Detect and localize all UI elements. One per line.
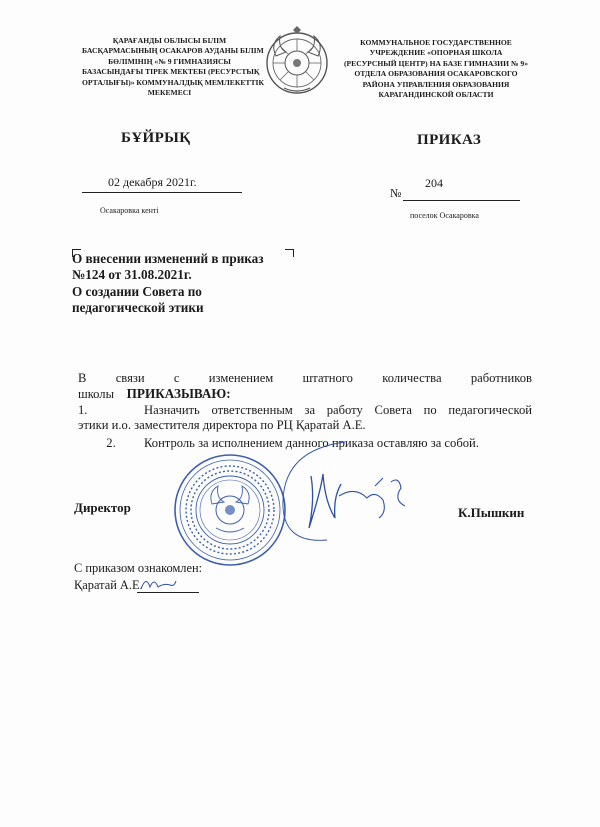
director-signature-icon: [275, 440, 425, 550]
header-kz: [82, 36, 264, 98]
header-ru: [340, 38, 532, 100]
item-1-text: Назначить ответственным за работу Совета по педагогической: [144, 403, 532, 417]
order-number-label: №: [390, 186, 402, 200]
order-command: ПРИКАЗЫВАЮ:: [126, 386, 231, 401]
number-underline: [403, 200, 520, 201]
header-kz-line: ҚАРАҒАНДЫ ОБЛЫСЫ БІЛІМ: [112, 36, 227, 45]
header-ru-line: КОММУНАЛЬНОЕ ГОСУДАРСТВЕННОЕ: [360, 38, 512, 47]
acknowledgement-signature-icon: [138, 573, 178, 593]
item-2-number: 2.: [106, 436, 116, 450]
official-stamp-icon: [172, 452, 288, 568]
item-1-line-1: [78, 403, 532, 419]
header-ru-line: ОТДЕЛА ОБРАЗОВАНИЯ ОСАКАРОВСКОГО: [354, 69, 518, 79]
kazakhstan-emblem-icon: [262, 26, 332, 96]
order-date: 02 декабря 2021г.: [108, 175, 197, 189]
date-underline: [82, 192, 242, 193]
item-1-line-2: этики и.о. заместителя директора по РЦ Қаратай А.Е.: [78, 418, 366, 432]
header-ru-line: РАЙОНА УПРАВЛЕНИЯ ОБРАЗОВАНИЯ: [362, 79, 510, 89]
doc-type-ru: ПРИКАЗ: [417, 132, 482, 148]
header-kz-line: БАСҚАРМАСЫНЫҢ ОСАКАРОВ АУДАНЫ БІЛІМ: [82, 46, 264, 56]
header-kz-line: ОРТАЛЫҒЫ)» КОММУНАЛДЫҚ МЕМЛЕКЕТТІК: [82, 77, 264, 87]
header-kz-line: БӨЛІМІНІҢ «№ 9 ГИМНАЗИЯСЫ: [108, 56, 231, 66]
director-name: К.Пышкин: [458, 505, 525, 520]
subject-line: №124 от 31.08.2021г.: [72, 267, 192, 283]
order-number: 204: [425, 176, 443, 190]
acknowledgement-label: С приказом ознакомлен:: [74, 561, 203, 575]
subject-line: О создании Совета по: [72, 283, 202, 299]
paragraph-1-prefix: школы: [78, 387, 115, 401]
header-kz-line: БАЗАСЫНДАҒЫ ТІРЕК МЕКТЕБІ (РЕСУРСТЫҚ: [82, 67, 260, 77]
subject-line: О внесении изменений в приказ: [72, 251, 264, 266]
order-subject: [72, 251, 292, 316]
doc-type-kz: БҰЙРЫҚ: [121, 130, 191, 146]
subject-line: педагогической этики: [72, 299, 204, 315]
header-ru-line: УЧРЕЖДЕНИЕ «ОПОРНАЯ ШКОЛА: [369, 48, 503, 58]
header-ru-line: КАРАГАНДИНСКОЙ ОБЛАСТИ: [378, 90, 494, 100]
place-kz: Осакаровка кенті: [100, 206, 159, 215]
paragraph-1-line-2: [78, 386, 231, 403]
item-1-number: 1.: [78, 403, 88, 417]
item-2-text: Контроль за исполнением данного приказа оставляю за собой.: [144, 436, 479, 450]
header-ru-line: (РЕСУРСНЫЙ ЦЕНТР) НА БАЗЕ ГИМНАЗИИ № 9»: [343, 58, 528, 68]
place-ru: поселок Осакаровка: [410, 211, 479, 220]
paragraph-1-line-1: В связи с изменением штатного количества работников: [78, 371, 532, 385]
director-title: Директор: [74, 500, 131, 515]
acknowledgement-name: Қаратай А.Е.: [74, 578, 143, 592]
header-kz-line: МЕКЕМЕСІ: [147, 88, 192, 98]
